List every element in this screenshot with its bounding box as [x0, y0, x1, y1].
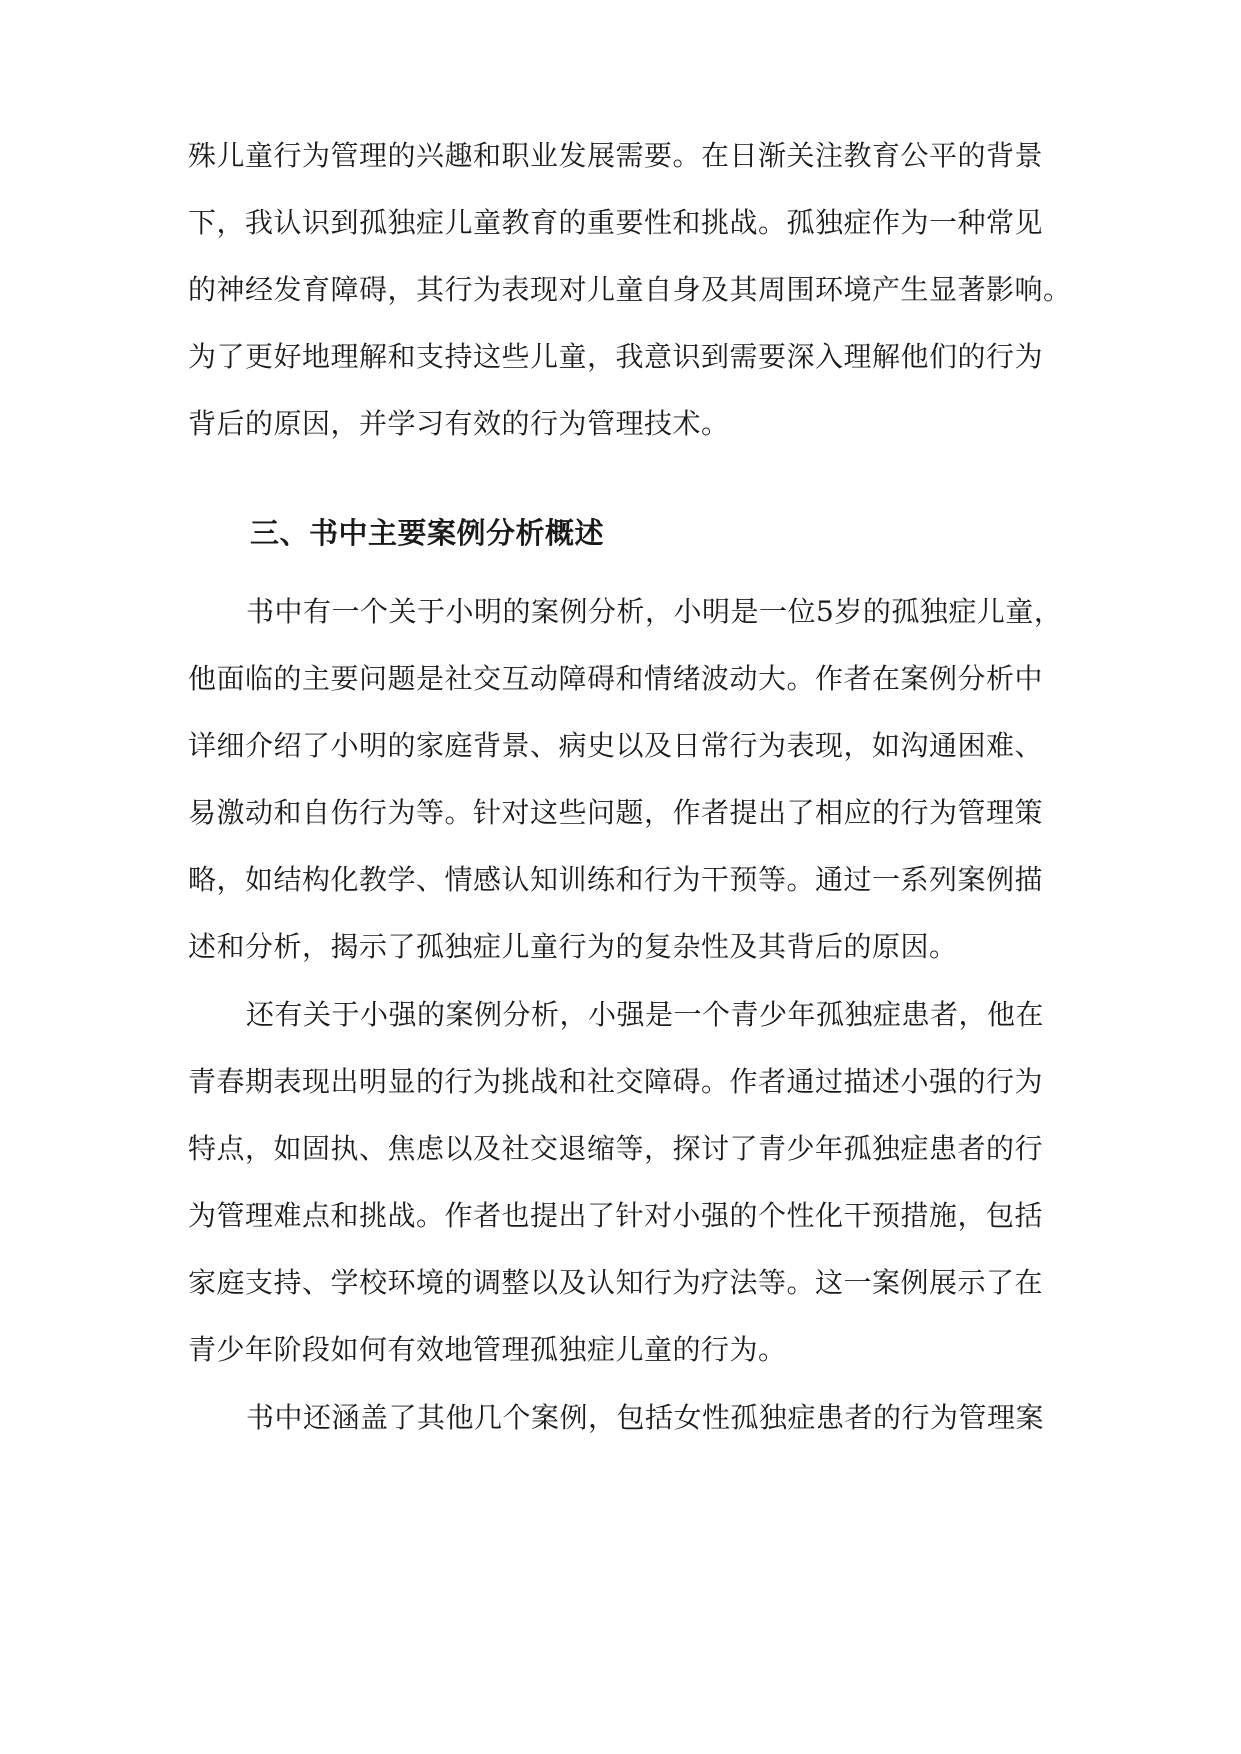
- text-line: 书中还涵盖了其他几个案例，包括女性孤独症患者的行为管理案: [246, 1401, 1045, 1434]
- text-line: 殊儿童行为管理的兴趣和职业发展需要。在日渐关注教育公平的背景: [188, 139, 1044, 172]
- text-line: 背后的原因，并学习有效的行为管理技术。: [188, 407, 730, 440]
- section-heading: 三、书中主要案例分析概述: [250, 516, 605, 550]
- text-line: 下，我认识到孤独症儿童教育的重要性和挑战。孤独症作为一种常见: [188, 206, 1044, 239]
- text-line: 易激动和自伤行为等。针对这些问题，作者提出了相应的行为管理策: [188, 796, 1044, 829]
- text-line: 详细介绍了小明的家庭背景、病史以及日常行为表现，如沟通困难、: [188, 729, 1044, 762]
- text-line: 为了更好地理解和支持这些儿童，我意识到需要深入理解他们的行为: [188, 340, 1044, 373]
- text-line: 特点，如固执、焦虑以及社交退缩等，探讨了青少年孤独症患者的行: [188, 1132, 1044, 1165]
- text-line: 书中有一个关于小明的案例分析，小明是一位5岁的孤独症儿童，: [246, 595, 1063, 628]
- text-line: 为管理难点和挑战。作者也提出了针对小强的个性化干预措施，包括: [188, 1199, 1044, 1232]
- text-line: 他面临的主要问题是社交互动障碍和情绪波动大。作者在案例分析中: [188, 662, 1044, 695]
- text-line: 述和分析，揭示了孤独症儿童行为的复杂性及其背后的原因。: [188, 930, 958, 963]
- text-line: 家庭支持、学校环境的调整以及认知行为疗法等。这一案例展示了在: [188, 1266, 1044, 1299]
- text-line: 略，如结构化教学、情感认知训练和行为干预等。通过一系列案例描: [188, 863, 1044, 896]
- text-line: 青少年阶段如何有效地管理孤独症儿童的行为。: [188, 1333, 787, 1366]
- text-line: 还有关于小强的案例分析，小强是一个青少年孤独症患者，他在: [246, 998, 1045, 1031]
- text-line: 青春期表现出明显的行为挑战和社交障碍。作者通过描述小强的行为: [188, 1065, 1044, 1098]
- text-line: 的神经发育障碍，其行为表现对儿童自身及其周围环境产生显著影响。: [188, 273, 1072, 306]
